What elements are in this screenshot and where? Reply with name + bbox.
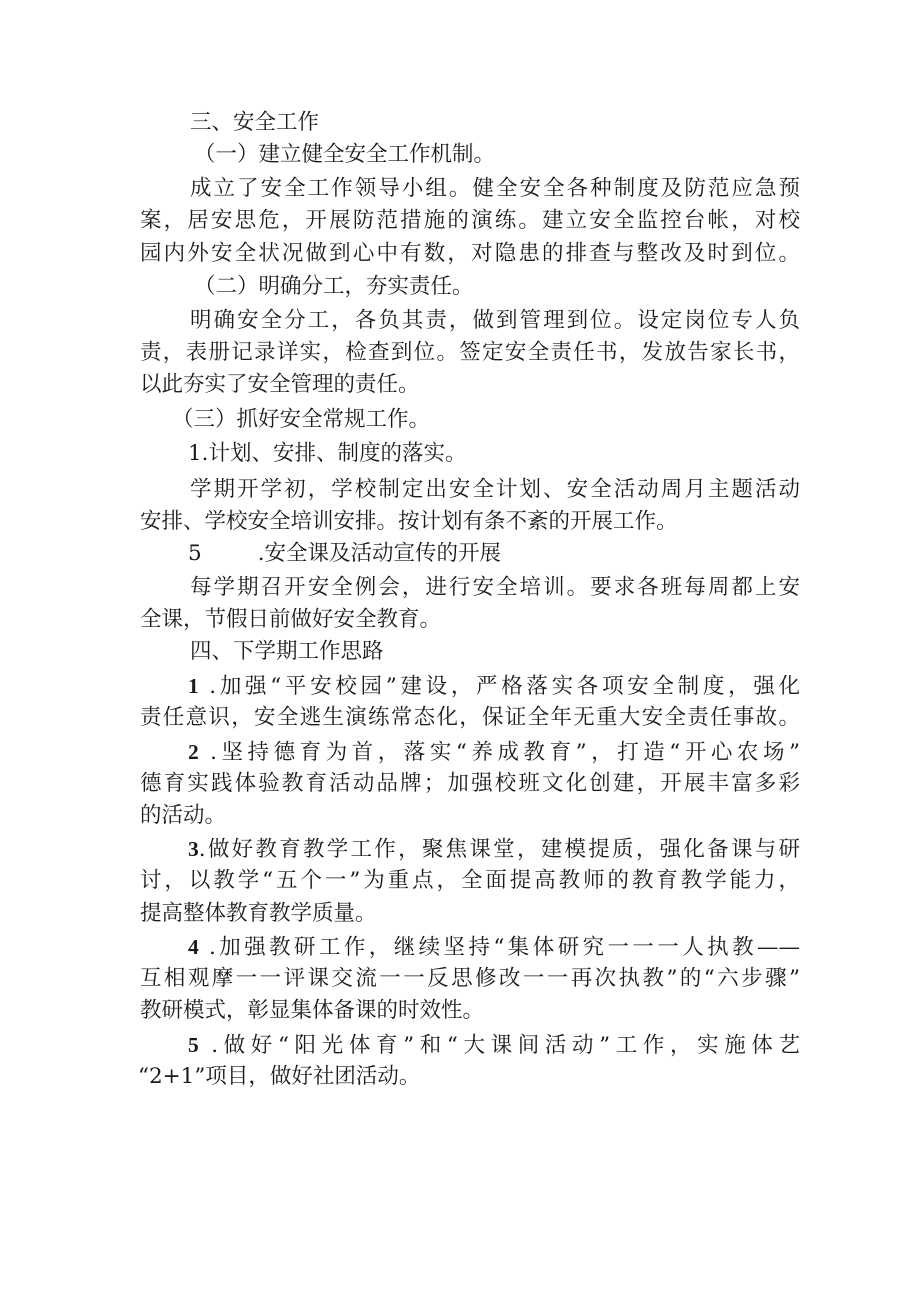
plan2-line-3: 的活动。 — [140, 803, 227, 828]
plan3-line-1: 3.做好教育教学工作，聚焦课堂，建模提质，强化备课与研 — [188, 837, 800, 862]
item2-body-line-2: 全课，节假日前做好安全教育。 — [140, 607, 442, 632]
item2-heading-line — [188, 539, 848, 569]
plan3-line-3: 提高整体教育教学质量。 — [140, 901, 377, 926]
item1-body-line-2: 安排、学校安全培训安排。按计划有条不紊的开展工作。 — [140, 509, 678, 534]
sub2-heading: （二）明确分工，夯实责任。 — [194, 274, 474, 299]
item2-number: 5 — [188, 541, 202, 566]
sub3-heading: （三）抓好安全常规工作。 — [172, 407, 431, 432]
item2-body-line-1: 每学期召开安全例会，进行安全培训。要求各班每周都上安 — [190, 575, 800, 600]
plan4-line-2: 互相观摩一一评课交流一一反思修改一一再次执教”的“六步骤” — [140, 966, 800, 991]
sub1-body-line-2: 案，居安思危，开展防范措施的演练。建立安全监控台帐，对校 — [140, 208, 800, 233]
sub2-body-line-2: 责，表册记录详实，检查到位。签定安全责任书，发放告家长书， — [140, 340, 800, 365]
item2-heading: .安全课及活动宣传的开展 — [257, 541, 502, 566]
item1-heading: 1.计划、安排、制度的落实。 — [188, 441, 467, 466]
plan5-line-1: 5 .做好“阳光体育”和“大课间活动”工作，实施体艺 — [188, 1033, 800, 1058]
plan4-line-1: 4 .加强教研工作，继续坚持“集体研究一一一人执教—— — [188, 935, 800, 960]
sub1-body-line-3: 园内外安全状况做到心中有数，对隐患的排查与整改及时到位。 — [140, 241, 800, 266]
plan4-number: 4 — [188, 935, 199, 959]
sub1-heading: （一）建立健全安全工作机制。 — [194, 142, 496, 167]
sub2-body-line-3: 以此夯实了安全管理的责任。 — [140, 372, 420, 397]
plan1-number: 1 — [188, 674, 199, 698]
plan2-line-1: 2 .坚持德育为首，落实“养成教育”，打造“开心农场” — [188, 740, 800, 765]
sub2-body-line-1: 明确安全分工，各负其责，做到管理到位。设定岗位专人负 — [190, 308, 800, 333]
section3-heading: 三、安全工作 — [190, 110, 320, 135]
section4-heading: 四、下学期工作思路 — [190, 639, 384, 664]
plan5-line-2: “2+1”项目，做好社团活动。 — [138, 1064, 421, 1089]
plan1-line-1: 1 .加强“平安校园”建设，严格落实各项安全制度，强化 — [188, 674, 800, 699]
plan5-number: 5 — [188, 1033, 199, 1057]
plan1-line-2: 责任意识，安全逃生演练常态化，保证全年无重大安全责任事故。 — [140, 705, 800, 730]
plan4-line-3: 教研模式，彰显集体备课的时效性。 — [140, 998, 485, 1023]
plan3-number: 3 — [188, 837, 199, 861]
item1-body-line-1: 学期开学初，学校制定出安全计划、安全活动周月主题活动 — [190, 477, 800, 502]
plan2-number: 2 — [188, 740, 199, 764]
sub1-body-line-1: 成立了安全工作领导小组。健全安全各种制度及防范应急预 — [190, 176, 800, 201]
plan3-line-2: 讨，以教学“五个一”为重点，全面提高教师的教育教学能力， — [140, 868, 800, 893]
plan2-line-2: 德育实践体验教育活动品牌；加强校班文化创建，开展丰富多彩 — [140, 771, 800, 796]
